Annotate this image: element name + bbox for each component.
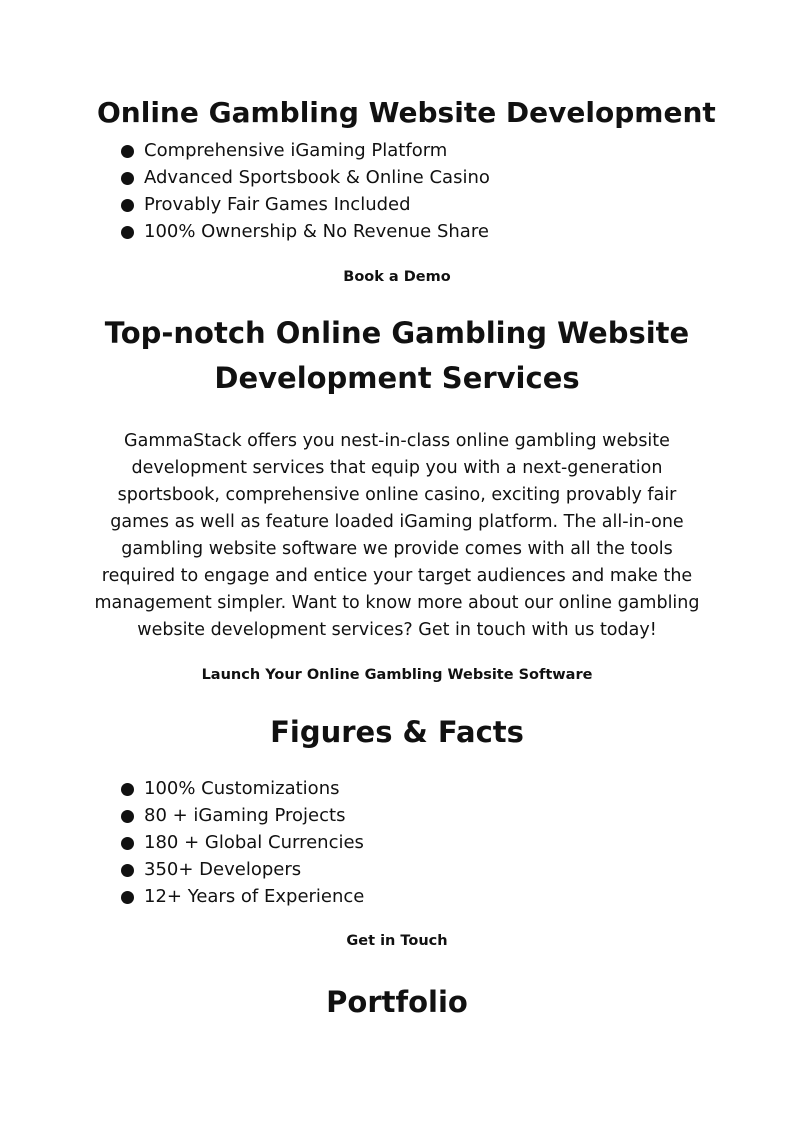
list-item xyxy=(118,775,364,802)
services-heading-line-1: Top-notch Online Gambling Website xyxy=(104,316,690,350)
bullet-icon xyxy=(121,172,134,185)
bullet-icon xyxy=(121,864,134,877)
list-item xyxy=(118,883,364,910)
list-item-label: 350+ Developers xyxy=(144,859,302,880)
services-heading-line-2: Development Services xyxy=(214,361,580,395)
get-in-touch-link[interactable]: Get in Touch xyxy=(346,933,448,949)
list-item xyxy=(118,829,364,856)
list-item-label: Comprehensive iGaming Platform xyxy=(144,140,448,161)
list-item-label: 180 + Global Currencies xyxy=(144,832,364,853)
list-item xyxy=(118,802,364,829)
list-item xyxy=(118,164,490,191)
list-item-label: Advanced Sportsbook & Online Casino xyxy=(144,167,490,188)
bullet-icon xyxy=(121,891,134,904)
page-title: Online Gambling Website Development xyxy=(97,96,716,129)
services-paragraph: GammaStack offers you nest-in-class online gambling website development services that equip you with a next-generation sportsbook, comprehensive online casino, exciting provably fair games as well as feature loaded iGaming platform. The all-in-one gambling website software we provide comes with all the tools required to engage and entice your target audiences and make the management simpler. Want to know more about our online gambling website development services? Get in touch with us today! xyxy=(94,431,700,640)
book-demo-link[interactable]: Book a Demo xyxy=(343,269,451,285)
portfolio-heading: Portfolio xyxy=(326,985,468,1019)
list-item-label: 100% Ownership & No Revenue Share xyxy=(144,221,489,242)
figures-list xyxy=(118,775,364,910)
bullet-icon xyxy=(121,837,134,850)
list-item-label: Provably Fair Games Included xyxy=(144,194,411,215)
list-item xyxy=(118,218,490,245)
bullet-icon xyxy=(121,810,134,823)
list-item xyxy=(118,191,490,218)
figures-heading: Figures & Facts xyxy=(270,715,524,749)
list-item xyxy=(118,137,490,164)
feature-list xyxy=(118,137,490,245)
list-item-label: 80 + iGaming Projects xyxy=(144,805,346,826)
bullet-icon xyxy=(121,199,134,212)
bullet-icon xyxy=(121,145,134,158)
bullet-icon xyxy=(121,783,134,796)
bullet-icon xyxy=(121,226,134,239)
list-item-label: 12+ Years of Experience xyxy=(144,886,365,907)
list-item-label: 100% Customizations xyxy=(144,778,340,799)
list-item xyxy=(118,856,364,883)
launch-software-link[interactable]: Launch Your Online Gambling Website Software xyxy=(201,667,593,683)
services-heading xyxy=(0,311,794,401)
